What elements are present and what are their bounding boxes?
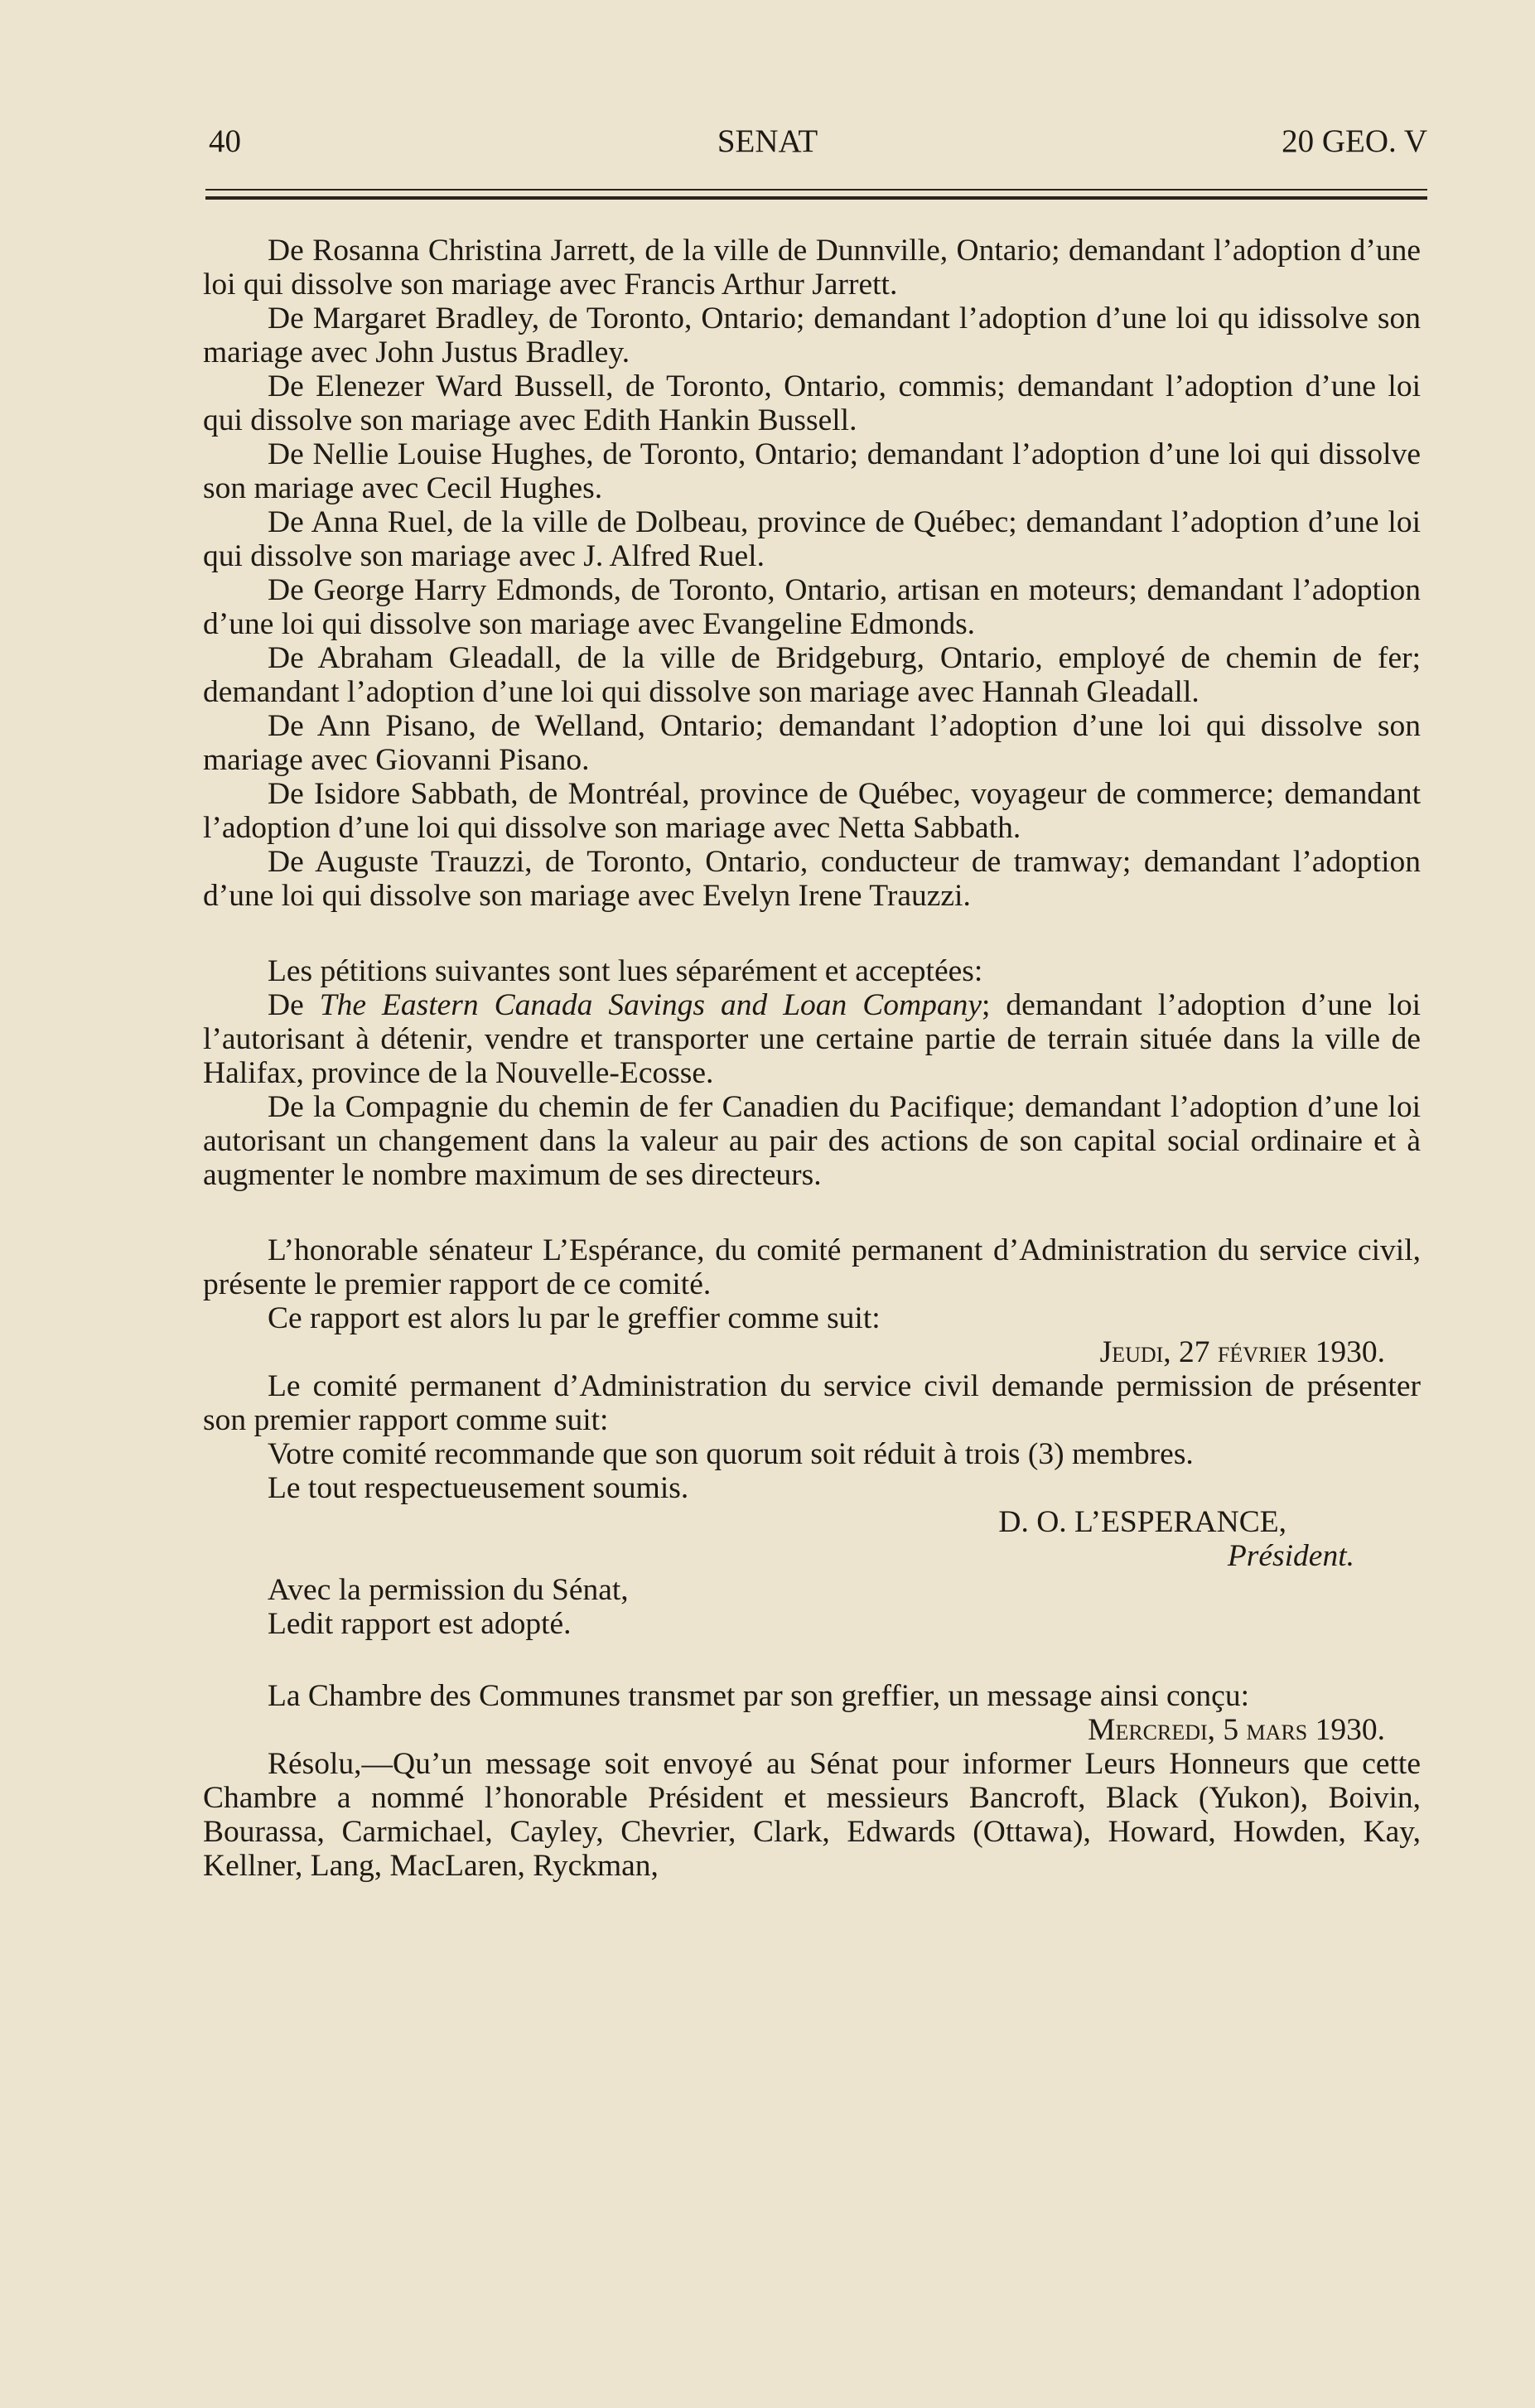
report-date: Jeudi, 27 février 1930. bbox=[1099, 1335, 1385, 1369]
petition-paragraph: De Abraham Gleadall, de la ville de Bridgeburg, Ontario, employé de chemin de fer; demandant l’adoption d’une loi qui dissolve son mariage avec Hannah Gleadall. bbox=[203, 641, 1421, 709]
report-presentation: L’honorable sénateur L’Espérance, du comité permanent d’Administration du service civil, présente le premier rapport de ce comité. bbox=[203, 1233, 1421, 1301]
header-rule-thick bbox=[205, 196, 1427, 200]
petition-paragraph: De Anna Ruel, de la ville de Dolbeau, province de Québec; demandant l’adoption d’une loi qui dissolve son mariage avec J. Alfred Ruel. bbox=[203, 505, 1421, 573]
header-rule-thin bbox=[205, 189, 1427, 191]
report-adopted: Ledit rapport est adopté. bbox=[268, 1607, 572, 1641]
petition-eastern-canada bbox=[203, 988, 1421, 1090]
report-recommendation: Votre comité recommande que son quorum soit réduit à trois (3) membres. bbox=[268, 1437, 1194, 1471]
report-signature-title: Président. bbox=[1227, 1539, 1354, 1573]
report-submission: Le tout respectueusement soumis. bbox=[268, 1471, 689, 1505]
petition-paragraph: De Ann Pisano, de Welland, Ontario; demandant l’adoption d’une loi qui dissolve son mariage avec Giovanni Pisano. bbox=[203, 709, 1421, 777]
session-label: 20 GEO. V bbox=[1282, 123, 1427, 159]
section-gap bbox=[203, 1192, 1421, 1233]
page-body bbox=[203, 234, 1421, 1883]
running-title: SENAT bbox=[717, 123, 818, 159]
page-number: 40 bbox=[209, 123, 241, 159]
petition-paragraph: De George Harry Edmonds, de Toronto, Ontario, artisan en moteurs; demandant l’adoption d’une loi qui dissolve son mariage avec Evangeline Edmonds. bbox=[203, 573, 1421, 641]
report-signature: D. O. L’ESPERANCE, bbox=[998, 1505, 1286, 1539]
company-name: The Eastern Canada Savings and Loan Company bbox=[319, 988, 982, 1022]
section-gap bbox=[203, 1641, 1421, 1679]
report-request: Le comité permanent d’Administration du service civil demande permission de présenter son premier rapport comme suit: bbox=[203, 1369, 1421, 1437]
petition-paragraph: De Elenezer Ward Bussell, de Toronto, Ontario, commis; demandant l’adoption d’une loi qui dissolve son mariage avec Edith Hankin Bussell. bbox=[203, 369, 1421, 437]
section-gap bbox=[203, 913, 1421, 954]
petition-prefix: De bbox=[268, 988, 320, 1022]
separate-petitions-intro: Les pétitions suivantes sont lues séparément et acceptées: bbox=[268, 954, 983, 988]
petition-text: ; demandant l’adoption d’une loi l’autorisant à détenir, vendre et transporter une certaine partie de terrain située dans la ville de Halifax, province de la Nouvelle-Ecosse. bbox=[203, 988, 1422, 1090]
petition-paragraph: De Isidore Sabbath, de Montréal, province de Québec, voyageur de commerce; demandant l’adoption d’une loi qui dissolve son mariage avec Netta Sabbath. bbox=[203, 777, 1421, 845]
message-date: Mercredi, 5 mars 1930. bbox=[1088, 1713, 1385, 1747]
petition-paragraph: De Nellie Louise Hughes, de Toronto, Ontario; demandant l’adoption d’une loi qui dissolve son mariage avec Cecil Hughes. bbox=[203, 437, 1421, 505]
petition-paragraph: De Auguste Trauzzi, de Toronto, Ontario, conducteur de tramway; demandant l’adoption d’une loi qui dissolve son mariage avec Evelyn Irene Trauzzi. bbox=[203, 845, 1421, 913]
commons-message-intro: La Chambre des Communes transmet par son greffier, un message ainsi conçu: bbox=[268, 1679, 1249, 1713]
report-permission: Avec la permission du Sénat, bbox=[268, 1573, 629, 1607]
report-reading: Ce rapport est alors lu par le greffier comme suit: bbox=[268, 1301, 881, 1335]
petition-cpr: De la Compagnie du chemin de fer Canadien du Pacifique; demandant l’adoption d’une loi autorisant un changement dans la valeur au pair des actions de son capital social ordinaire et à augmenter le nombre maximum de ses directeurs. bbox=[203, 1090, 1421, 1192]
petition-paragraph: De Margaret Bradley, de Toronto, Ontario; demandant l’adoption d’une loi qu idissolve son mariage avec John Justus Bradley. bbox=[203, 302, 1421, 369]
message-resolution: Résolu,—Qu’un message soit envoyé au Sénat pour informer Leurs Honneurs que cette Chambre a nommé l’honorable Président et messieurs Bancroft, Black (Yukon), Boivin, Bourassa, Carmichael, Cayley, Chevrier, Clark, Edwards (Ottawa), Howard, Howden, Kay, Kellner, Lang, MacLaren, Ryckman, bbox=[203, 1747, 1421, 1883]
petition-paragraph: De Rosanna Christina Jarrett, de la ville de Dunnville, Ontario; demandant l’adoption d’une loi qui dissolve son mariage avec Francis Arthur Jarrett. bbox=[203, 234, 1421, 302]
